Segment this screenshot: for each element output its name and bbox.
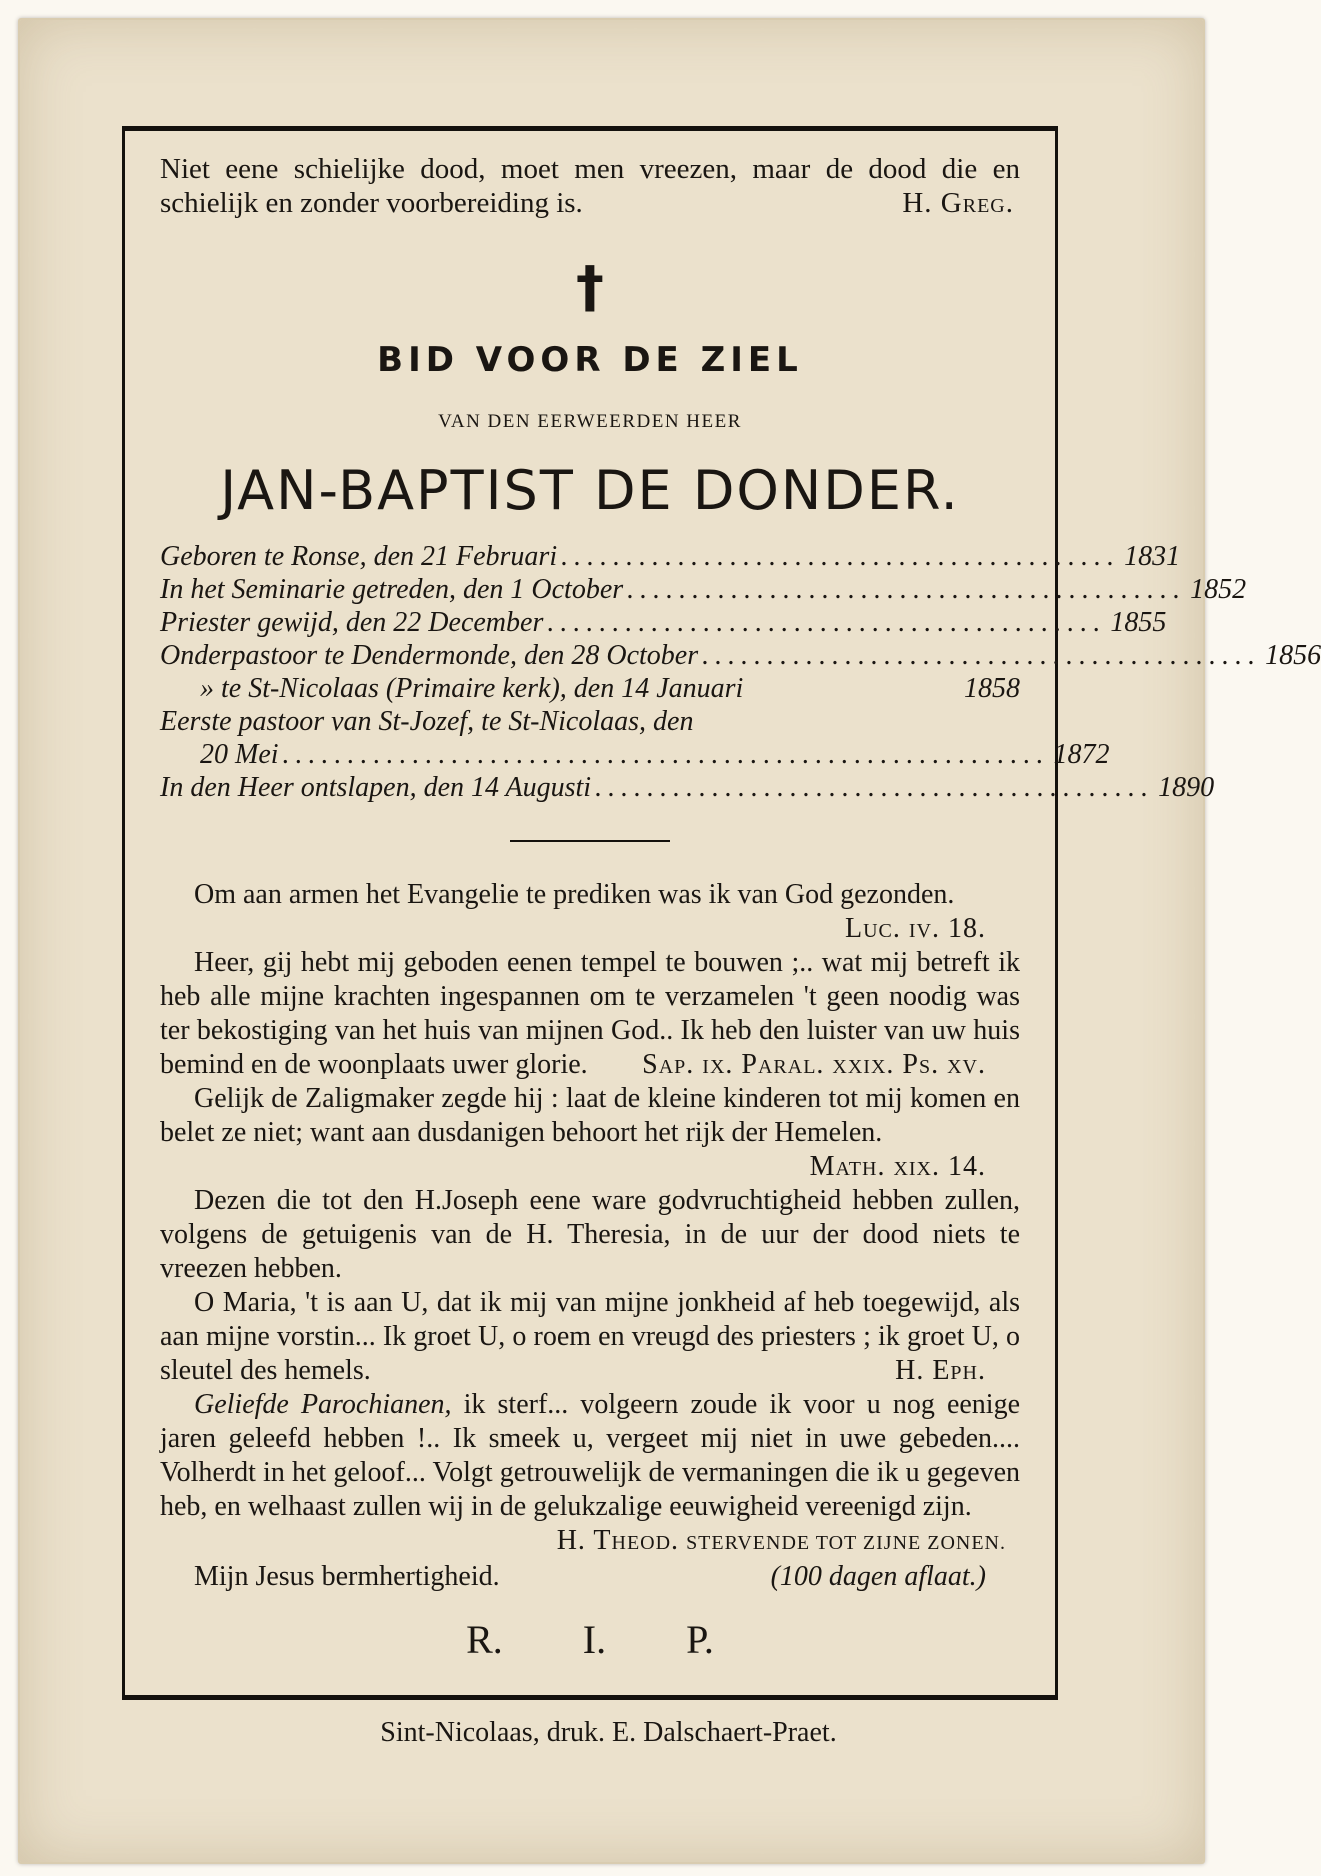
date-year: 1831 xyxy=(1124,541,1181,572)
date-label: Priester gewijd, den 22 December xyxy=(160,607,544,638)
scripture-paragraph xyxy=(160,1286,1020,1388)
card-content xyxy=(160,152,1321,1663)
scripture-paragraph xyxy=(160,878,1020,946)
final-paragraph-text: ik sterf... volgeern zoude ik voor u nog eenige jaren geleefd hebben !.. Ik smeek u, vergeet mij niet in uwe gebeden.... Volherdt in het geloof... Volgt getrouwelijk de vermaningen die ik u gegeven heb, en welhaast zullen wij in de gelukzalige eeuwigheid vereenigd zijn. xyxy=(160,1389,1021,1522)
date-label: In het Seminarie getreden, den 1 October xyxy=(160,574,624,605)
paragraph-text: Om aan armen het Evangelie te prediken was ik van God gezonden. xyxy=(194,879,955,910)
date-label: Geboren te Ronse, den 21 Februari xyxy=(160,541,558,572)
paragraph-reference: Luc. iv. 18. xyxy=(845,913,986,944)
signature-line xyxy=(160,1524,1006,1560)
deceased-name: JAN-BAPTIST DE DONDER. xyxy=(220,459,960,522)
date-label: 20 Mei xyxy=(200,739,279,770)
date-label: Onderpastoor te Dendermonde, den 28 October xyxy=(160,640,699,671)
date-row: 20 Mei ........................................................... 1872 xyxy=(200,739,1110,770)
paragraph-text: Heer, gij hebt mij geboden eenen tempel te bouwen ;.. wat mij betreft ik heb alle mijne krachten ingespannen om te verzamelen 't geen noodig was ter bekostiging van het huis van mijnen God.. Ik heb den luister van uw huis bemind en de woonplaats uwer glorie. xyxy=(160,947,1020,1080)
rip-text: R. I. P. xyxy=(466,1617,714,1662)
date-year: 1856 xyxy=(1265,640,1321,671)
life-dates xyxy=(160,540,1321,804)
final-paragraph xyxy=(160,1388,1020,1524)
subheading: VAN DEN EERWEERDEN HEER xyxy=(438,411,742,432)
date-row: Priester gewijd, den 22 December ........................................... 1855 xyxy=(160,607,1167,638)
scripture-paragraph xyxy=(160,1082,1020,1184)
date-row xyxy=(160,672,1020,705)
date-year: 1858 xyxy=(964,673,1020,704)
body-text xyxy=(160,878,1020,1594)
date-row: Geboren te Ronse, den 21 Februari ........................................... 1831 xyxy=(160,541,1181,572)
date-year: 1872 xyxy=(1053,739,1110,770)
date-row: In den Heer ontslapen, den 14 Augusti ........................................... 1890 xyxy=(160,772,1215,803)
paragraph-text: Dezen die tot den H.Joseph eene ware godvruchtigheid hebben zullen, volgens de getuigenis van de H. Theresia, in de uur der dood niets te vreezen hebben. xyxy=(160,1185,1020,1284)
prayer-line xyxy=(160,1560,1020,1594)
scripture-paragraph xyxy=(160,1184,1020,1286)
indulgence-note: (100 dagen aflaat.) xyxy=(770,1561,986,1592)
prayer-text: Mijn Jesus bermhertigheid. xyxy=(194,1561,500,1592)
paragraph-text: Gelijk de Zaligmaker zegde hij : laat de kleine kinderen tot mij komen en belet ze niet; want aan dusdanigen behoort het rijk der Hemelen. xyxy=(160,1083,1020,1148)
date-label: » te St-Nicolaas (Primaire kerk), den 14 Januari xyxy=(200,673,744,704)
signature-note: STERVENDE TOT ZIJNE ZONEN. xyxy=(686,1532,1006,1554)
printer-imprint: Sint-Nicolaas, druk. E. Dalschaert-Praet. xyxy=(380,1717,837,1748)
date-year: 1855 xyxy=(1110,607,1167,638)
opening-quote-reference: H. Greg. xyxy=(902,187,1014,219)
opening-quote-text: Niet eene schielijke dood, moet men vreezen, maar de dood die en schielijk en zonder voorbereiding is. xyxy=(160,153,1020,219)
cross-icon: † xyxy=(576,255,604,320)
paragraph-reference: Math. xix. 14. xyxy=(809,1151,986,1182)
date-row xyxy=(160,705,1020,738)
signature-name: H. Theod. xyxy=(556,1525,680,1556)
opening-quote xyxy=(160,152,1020,220)
date-label: In den Heer ontslapen, den 14 Augusti xyxy=(160,772,592,803)
paragraph-reference: H. Eph. xyxy=(895,1355,986,1386)
paragraph-text: O Maria, 't is aan U, dat ik mij van mijne jonkheid af heb toegewijd, als aan mijne vorstin... Ik groet U, o roem en vreugd des priesters ; ik groet U, o sleutel des hemels. xyxy=(160,1287,1020,1386)
heading: BID VOOR DE ZIEL xyxy=(377,340,803,380)
date-year: 1890 xyxy=(1158,772,1215,803)
final-paragraph-lead: Geliefde Parochianen, xyxy=(194,1389,452,1420)
divider-rule xyxy=(510,840,670,842)
date-year: 1852 xyxy=(1190,574,1247,605)
date-label: Eerste pastoor van St-Jozef, te St-Nicolaas, den xyxy=(160,706,694,737)
scripture-paragraph xyxy=(160,946,1020,1082)
paragraph-reference: Sap. ix. Paral. xxix. Ps. xv. xyxy=(642,1049,986,1080)
date-row: In het Seminarie getreden, den 1 October ........................................... 1852 xyxy=(160,574,1247,605)
date-row: Onderpastoor te Dendermonde, den 28 October ........................................... 1856 xyxy=(160,640,1321,671)
